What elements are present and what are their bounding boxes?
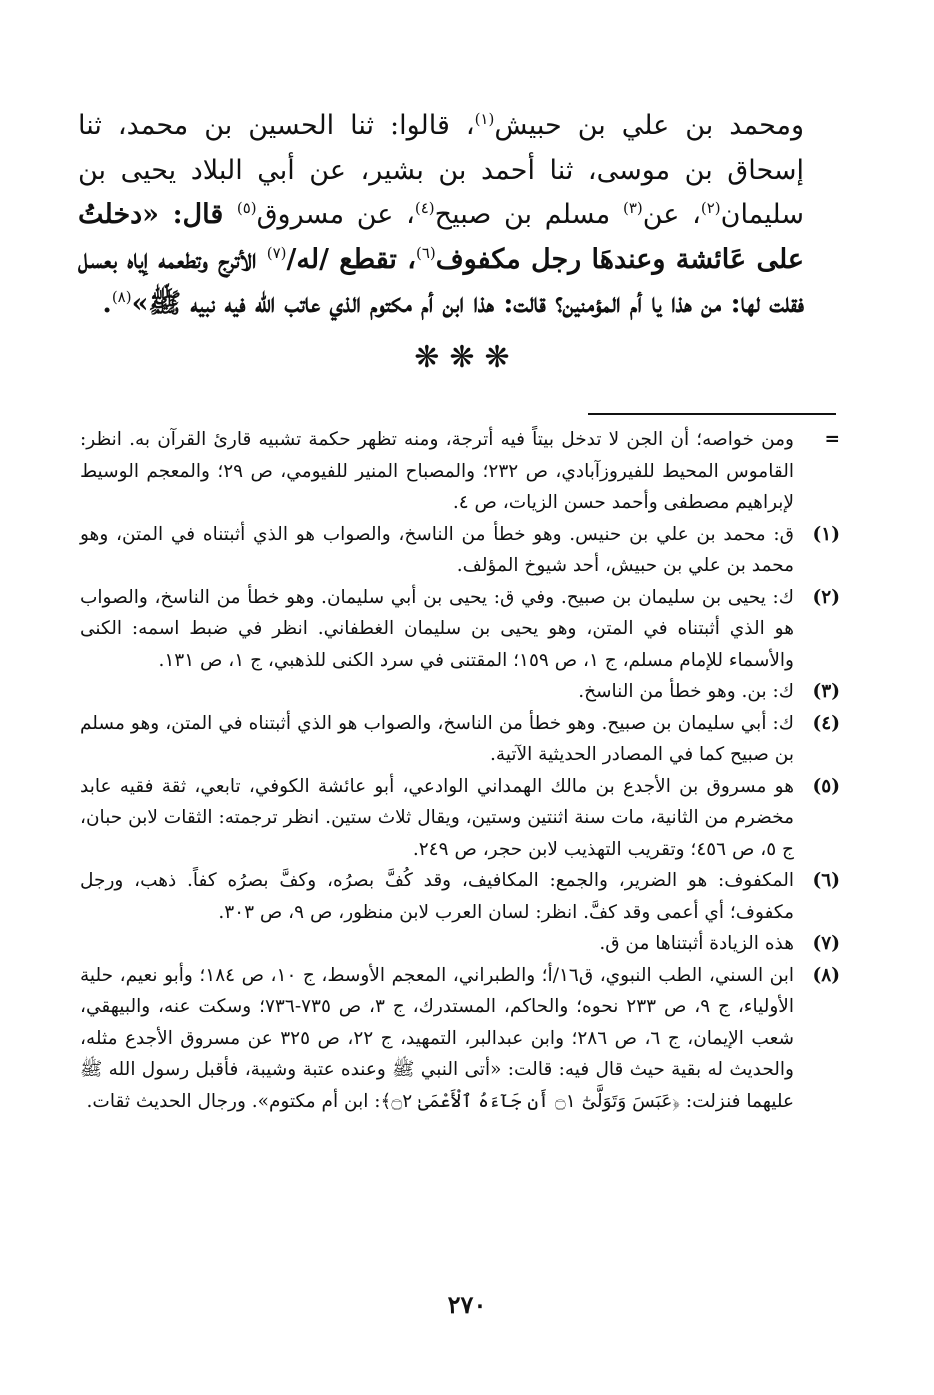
footnote-mark: (٤) bbox=[812, 712, 840, 734]
footnote-item bbox=[80, 519, 840, 582]
footnote-item bbox=[80, 676, 840, 708]
footnote-mark: (٣) bbox=[812, 681, 840, 702]
footnote-item bbox=[80, 960, 840, 1118]
footnote-item bbox=[80, 424, 840, 519]
hadith-text: ، تقطع /له/ bbox=[286, 243, 416, 275]
footnote-ref[interactable]: (٦) bbox=[415, 243, 436, 262]
footnote-mark: (٧) bbox=[812, 933, 840, 954]
footnote-text: ومن خواصه؛ أن الجن لا تدخل بيتاً فيه أترجة، ومنه تظهر حكمة تشبيه قارئ القرآن به. انظر: القاموس المحيط للفيروزآبادي، ص ٢٣٢؛ والمصباح المنير للفيومي، ص ٢٩؛ والمعجم الوسيط لإبراهيم مصطفى وأحمد حسن الزيات، ص ٤. bbox=[80, 429, 794, 513]
footnote-text: هذه الزيادة أثبتناها من ق. bbox=[599, 933, 794, 954]
main-text bbox=[78, 104, 804, 327]
main-text-segment: مسلم بن صبيح bbox=[434, 199, 623, 230]
page-number: ٢٧٠ bbox=[447, 1290, 487, 1319]
footnote-ref[interactable]: (٣) bbox=[622, 199, 643, 217]
main-text-segment: ومحمد بن علي بن حبيش bbox=[494, 110, 804, 141]
footnotes bbox=[80, 424, 840, 1117]
footnote-text: ق: محمد بن علي بن حنيس. وهو خطأ من الناسخ، والصواب هو الذي أثبتناه في المتن، وهو محمد بن علي بن حبيش، أحد شيوخ المؤلف. bbox=[80, 523, 794, 576]
footnote-text: المكفوف: هو الضرير، والجمع: المكافيف، وقد كُفَّ بصرُه، وكفَّ بصرُه كفاً. ذهب، ورجل مكفوف؛ أي أعمى وقد كفَّ. انظر: لسان العرب لابن منظور، ص ٩، ص ٣٠٣. bbox=[80, 870, 794, 923]
footnote-text: ك: بن. وهو خطأ من الناسخ. bbox=[578, 681, 794, 702]
footnote-mark: (١) bbox=[812, 523, 840, 545]
footnote-mark: (٨) bbox=[812, 964, 840, 986]
footnote-item bbox=[80, 865, 840, 928]
footnote-ref[interactable]: (٨) bbox=[111, 288, 132, 306]
footnote-text: ك: يحيى بن سليمان بن صبيح. وفي ق: يحيى بن أبي سليمان. وهو خطأ من الناسخ، والصواب هو الذي أثبتناه في المتن، وهو يحيى بن سليمان الغطفاني. انظر في ضبط اسمه: الكنى والأسماء للإمام مسلم، ج ١، ص ١٥٩؛ المقتنى في سرد الكنى للذهبي، ج ١، ص ١٣١. bbox=[80, 586, 794, 671]
footnote-item bbox=[80, 771, 840, 866]
footnote-text: ابن السني، الطب النبوي، ق١٦/أ؛ والطبراني، المعجم الأوسط، ج ١٠، ص ١٨٤؛ وأبو نعيم، حلية الأولياء، ج ٩، ص ٢٣٣ نحوه؛ والحاكم، المستدرك، ج ٣، ص ٧٣٥-٧٣٦؛ وسكت عنه، والبيهقي، شعب الإيمان، ج ٦، ص ٢٨٦؛ وابن عبدالبر، التمهيد، ج ٢٢، ص ٣٢٥ عن مسروق الأجدع مثله، والحديث له بقية حيث قال فيه: قالت: «أتى النبي ﷺ وعنده عتبة وشيبة، فأقبل رسول الله ﷺ عليهما فنزلت: ﴿عَبَسَ وَتَوَلَّىٰٓ ۝١ أَن جَآءَهُ ٱلْأَعْمَىٰ ۝٢﴾: ابن أم مكتوم». ورجال الحديث ثقات. bbox=[80, 964, 795, 1112]
footnote-ref[interactable]: (٥) bbox=[236, 199, 257, 217]
main-text-segment: ، عن bbox=[642, 199, 701, 230]
footnote-ref[interactable]: (٤) bbox=[414, 199, 435, 217]
footnote-item bbox=[80, 582, 840, 677]
main-text-segment: ، عن مسروق bbox=[256, 199, 415, 230]
footnote-mark: (٢) bbox=[812, 586, 840, 608]
footnote-ref[interactable]: (١) bbox=[474, 110, 495, 128]
footnote-item bbox=[80, 928, 840, 960]
footnote-text: ك: أبي سليمان بن صبيح. وهو خطأ من الناسخ، والصواب هو الذي أثبتناه في المتن، وهو مسلم بن صبيح كما في المصادر الحديثية الآتية. bbox=[80, 712, 794, 765]
footnote-ref[interactable]: (٢) bbox=[700, 199, 721, 217]
section-ornament: ❋❋❋ bbox=[414, 340, 520, 375]
footnote-mark: (٥) bbox=[812, 775, 840, 797]
footnote-item bbox=[80, 708, 840, 771]
main-text-segment: . bbox=[102, 288, 112, 319]
hadith-text: الأترج وتطعمه إياه بعسل فقلت لها: من هذا يا أم المؤمنين؟ قالت: هذا ابن أم مكتوم الذي عاتب الله فيه نبيه ﷺ» bbox=[78, 243, 804, 319]
footnote-mark: = bbox=[824, 429, 840, 450]
main-text-segment: ، قالوا: ثنا الحسين بن محمد، ثنا إسحاق بن موسى، ثنا أحمد بن بشير، عن أبي البلاد يحيى بن سليمان bbox=[78, 110, 804, 230]
footnote-text: هو مسروق بن الأجدع بن مالك الهمداني الوادعي، أبو عائشة الكوفي، تابعي، ثقة فقيه عابد مخضرم من الثانية، مات سنة اثنتين وستين، ويقال ثلاث ستين. انظر ترجمته: الثقات لابن حبان، ج ٥، ص ٤٥٦؛ وتقريب التهذيب لابن حجر، ص ٢٤٩. bbox=[80, 775, 794, 860]
footnote-mark: (٦) bbox=[812, 870, 840, 891]
footnote-ref[interactable]: (٧) bbox=[266, 243, 287, 262]
footnote-divider bbox=[588, 413, 836, 415]
hadith-text: قال: «دخلتُ على عَائشة وعندهَا رجل مكفوف bbox=[78, 199, 804, 275]
